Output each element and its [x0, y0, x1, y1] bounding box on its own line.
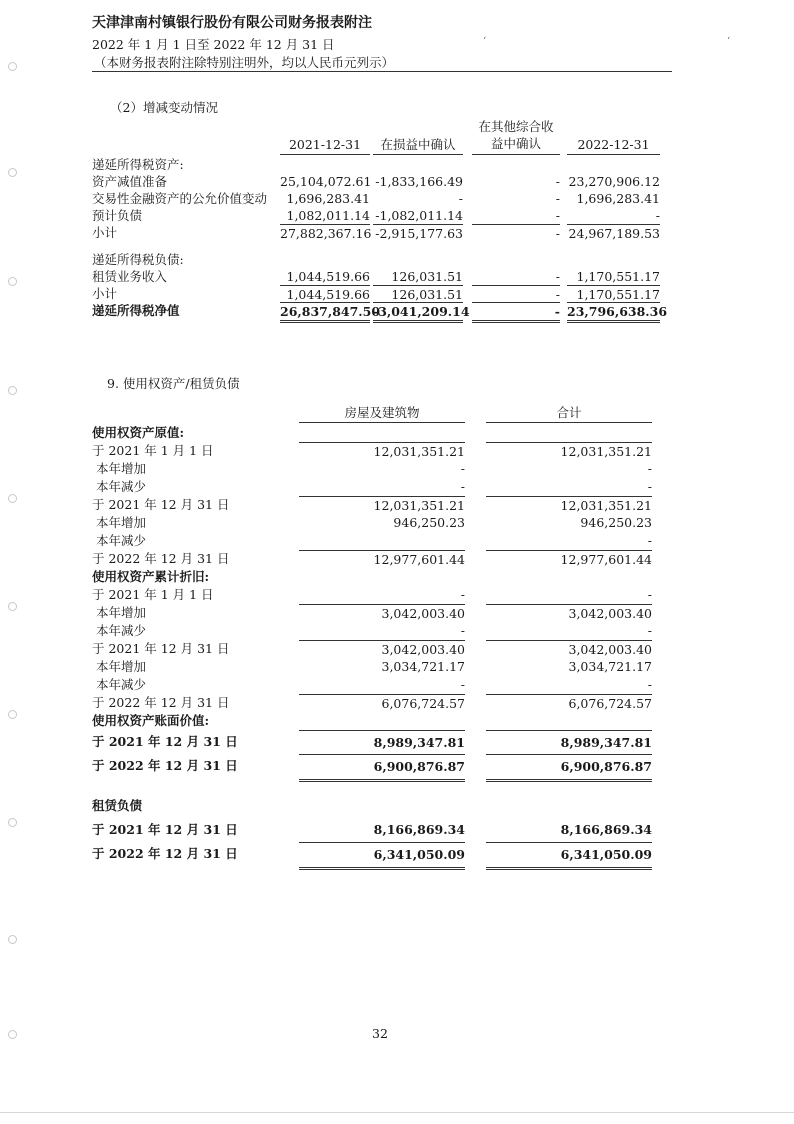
- row-label: 于 2022 年 12 月 31 日: [92, 846, 238, 861]
- section-heading: 递延所得税负债:: [92, 252, 184, 267]
- cell: 126,031.51: [391, 269, 463, 284]
- section-title-right-of-use: 9. 使用权资产/租赁负债: [107, 376, 240, 391]
- row-label: 于 2022 年 12 月 31 日: [92, 551, 230, 566]
- cell: 6,341,050.09: [486, 842, 652, 870]
- cell: -: [555, 208, 560, 223]
- cell: -: [555, 191, 560, 206]
- row-label: 本年增加: [96, 659, 147, 674]
- cell: 8,166,869.34: [373, 822, 465, 837]
- cell: -: [555, 174, 560, 189]
- table-row: [92, 173, 664, 190]
- cell: 1,170,551.17: [576, 269, 660, 284]
- cell: 946,250.23: [393, 515, 465, 530]
- cell: -: [655, 208, 660, 223]
- cell: 1,696,283.41: [286, 191, 370, 206]
- page-number: 32: [372, 1026, 388, 1041]
- cell: 12,031,351.21: [486, 496, 652, 515]
- net-row: [92, 302, 668, 322]
- table-row: [92, 268, 664, 285]
- deferred-tax-table: [92, 118, 668, 322]
- cell: 126,031.51: [373, 285, 463, 303]
- cell: -: [647, 479, 652, 494]
- row-label: 租赁业务收入: [92, 269, 168, 284]
- cell: -: [647, 533, 652, 548]
- scan-speck: ‘: [483, 36, 487, 47]
- binder-hole: [8, 1030, 17, 1039]
- cell: 23,270,906.12: [568, 174, 660, 189]
- cell: -: [458, 191, 463, 206]
- table-row: [92, 694, 657, 712]
- column-header: 合计: [486, 404, 652, 423]
- table-row: [92, 550, 657, 568]
- row-label: 本年增加: [96, 605, 147, 620]
- cell: -: [460, 677, 465, 692]
- page-header: [92, 12, 672, 72]
- cell: -: [647, 623, 652, 638]
- cell: 3,042,003.40: [299, 640, 465, 659]
- cell: 8,989,347.81: [299, 730, 465, 755]
- cell: 6,900,876.87: [486, 754, 652, 782]
- table-row: [92, 658, 657, 676]
- row-label: 于 2021 年 12 月 31 日: [92, 641, 230, 656]
- cell: 1,170,551.17: [567, 285, 660, 303]
- section-heading: 使用权资产账面价值:: [92, 713, 210, 728]
- binder-hole: [8, 602, 17, 611]
- row-label: 于 2021 年 12 月 31 日: [92, 734, 238, 749]
- row-label: 本年减少: [96, 479, 147, 494]
- scan-edge-rule: [0, 1112, 794, 1113]
- row-label: 于 2021 年 12 月 31 日: [92, 822, 238, 837]
- cell: 6,900,876.87: [299, 754, 465, 782]
- row-label: 预计负债: [92, 208, 143, 223]
- cell: -: [647, 461, 652, 476]
- cell: -: [472, 224, 560, 242]
- table-row: [92, 532, 657, 550]
- table-row: [92, 622, 657, 640]
- table-row: [92, 730, 657, 754]
- table-row: [92, 818, 657, 842]
- cell: -: [472, 302, 560, 323]
- binder-hole: [8, 277, 17, 286]
- section-heading: 递延所得税资产:: [92, 157, 184, 172]
- cell: 8,166,869.34: [560, 822, 652, 837]
- row-label: 交易性金融资产的公允价值变动: [92, 191, 268, 206]
- cell: 12,031,351.21: [486, 442, 652, 461]
- cell: 1,082,011.14: [286, 208, 370, 223]
- report-period: 2022 年 1 月 1 日至 2022 年 12 月 31 日: [92, 37, 335, 52]
- row-label: 本年减少: [96, 623, 147, 638]
- cell: -1,082,011.14: [375, 208, 463, 223]
- cell: 26,837,847.50: [280, 302, 370, 323]
- cell: 24,967,189.53: [568, 226, 660, 241]
- row-label: 于 2021 年 1 月 1 日: [92, 443, 214, 458]
- cell: 1,044,519.66: [286, 269, 370, 284]
- cell: -: [647, 677, 652, 692]
- binder-hole: [8, 386, 17, 395]
- cell: -: [460, 623, 465, 638]
- cell: 27,882,367.16: [280, 226, 372, 241]
- table-row: [92, 676, 657, 694]
- cell: -: [555, 269, 560, 284]
- column-header: 在损益中确认: [373, 136, 463, 155]
- table-row: [92, 514, 657, 532]
- table-row: [92, 640, 657, 658]
- table-row: [92, 460, 657, 478]
- row-label: 资产减值准备: [92, 174, 168, 189]
- cell: -1,833,166.49: [375, 174, 463, 189]
- table-row: [92, 442, 657, 460]
- cell: -: [647, 587, 652, 602]
- table-row: [92, 478, 657, 496]
- binder-hole: [8, 710, 17, 719]
- cell: 3,034,721.17: [568, 659, 652, 674]
- section-heading: 租赁负债: [92, 798, 143, 813]
- scan-speck: ‘: [727, 36, 731, 47]
- section-heading: 使用权资产累计折旧:: [92, 569, 210, 584]
- cell: 1,044,519.66: [280, 285, 370, 303]
- table-row: [92, 604, 657, 622]
- table-row: [92, 842, 657, 866]
- row-label: 本年增加: [96, 461, 147, 476]
- column-header: 2021-12-31: [280, 136, 370, 155]
- cell: -: [460, 461, 465, 476]
- cell: 12,977,601.44: [486, 550, 652, 569]
- binder-hole: [8, 494, 17, 503]
- currency-note: （本财务报表附注除特别注明外，均以人民币元列示）: [92, 54, 672, 72]
- row-label: 本年减少: [96, 533, 147, 548]
- cell: 3,042,003.40: [486, 604, 652, 623]
- cell: 1,696,283.41: [576, 191, 660, 206]
- cell: 12,031,351.21: [299, 496, 465, 515]
- cell: 12,031,351.21: [299, 442, 465, 461]
- section-title-deferred-tax-changes: （2）增减变动情况: [110, 100, 218, 115]
- binder-hole: [8, 818, 17, 827]
- cell: -2,915,177.63: [373, 224, 463, 242]
- row-label: 于 2021 年 1 月 1 日: [92, 587, 214, 602]
- column-header: 在其他综合收 益中确认: [472, 118, 560, 155]
- table-header: [92, 400, 657, 424]
- cell: 3,034,721.17: [381, 659, 465, 674]
- subtotal-row: [92, 285, 664, 302]
- cell: 6,076,724.57: [486, 694, 652, 713]
- cell: -: [460, 587, 465, 602]
- table-header: [92, 118, 664, 156]
- row-label: 于 2021 年 12 月 31 日: [92, 497, 230, 512]
- table-row: [92, 586, 657, 604]
- cell: -: [472, 285, 560, 303]
- cell: 8,989,347.81: [486, 730, 652, 755]
- cell: 6,076,724.57: [299, 694, 465, 713]
- row-label: 小计: [92, 225, 118, 240]
- cell: 12,977,601.44: [299, 550, 465, 569]
- row-label: 本年减少: [96, 677, 147, 692]
- right-of-use-table: [92, 400, 657, 866]
- report-title: 天津津南村镇银行股份有限公司财务报表附注: [92, 15, 372, 31]
- row-label: 于 2022 年 12 月 31 日: [92, 758, 238, 773]
- cell: 25,104,072.61: [280, 174, 372, 189]
- row-label: 于 2022 年 12 月 31 日: [92, 695, 230, 710]
- table-row: [92, 207, 664, 224]
- cell: 946,250.23: [580, 515, 652, 530]
- row-label: 递延所得税净值: [92, 303, 180, 318]
- binder-hole: [8, 62, 17, 71]
- binder-hole: [8, 935, 17, 944]
- row-label: 小计: [92, 286, 118, 301]
- column-header: 2022-12-31: [567, 136, 660, 155]
- column-header: 房屋及建筑物: [299, 404, 465, 423]
- cell: 6,341,050.09: [299, 842, 465, 870]
- cell: 23,796,638.36: [567, 302, 660, 323]
- binder-hole: [8, 168, 17, 177]
- cell: 3,042,003.40: [486, 640, 652, 659]
- cell: -: [460, 479, 465, 494]
- row-label: 本年增加: [96, 515, 147, 530]
- table-row: [92, 496, 657, 514]
- cell: -3,041,209.14: [373, 302, 463, 323]
- table-row: [92, 754, 657, 778]
- subtotal-row: [92, 224, 664, 241]
- section-heading: 使用权资产原值:: [92, 425, 185, 440]
- cell: 3,042,003.40: [299, 604, 465, 623]
- table-row: [92, 190, 664, 207]
